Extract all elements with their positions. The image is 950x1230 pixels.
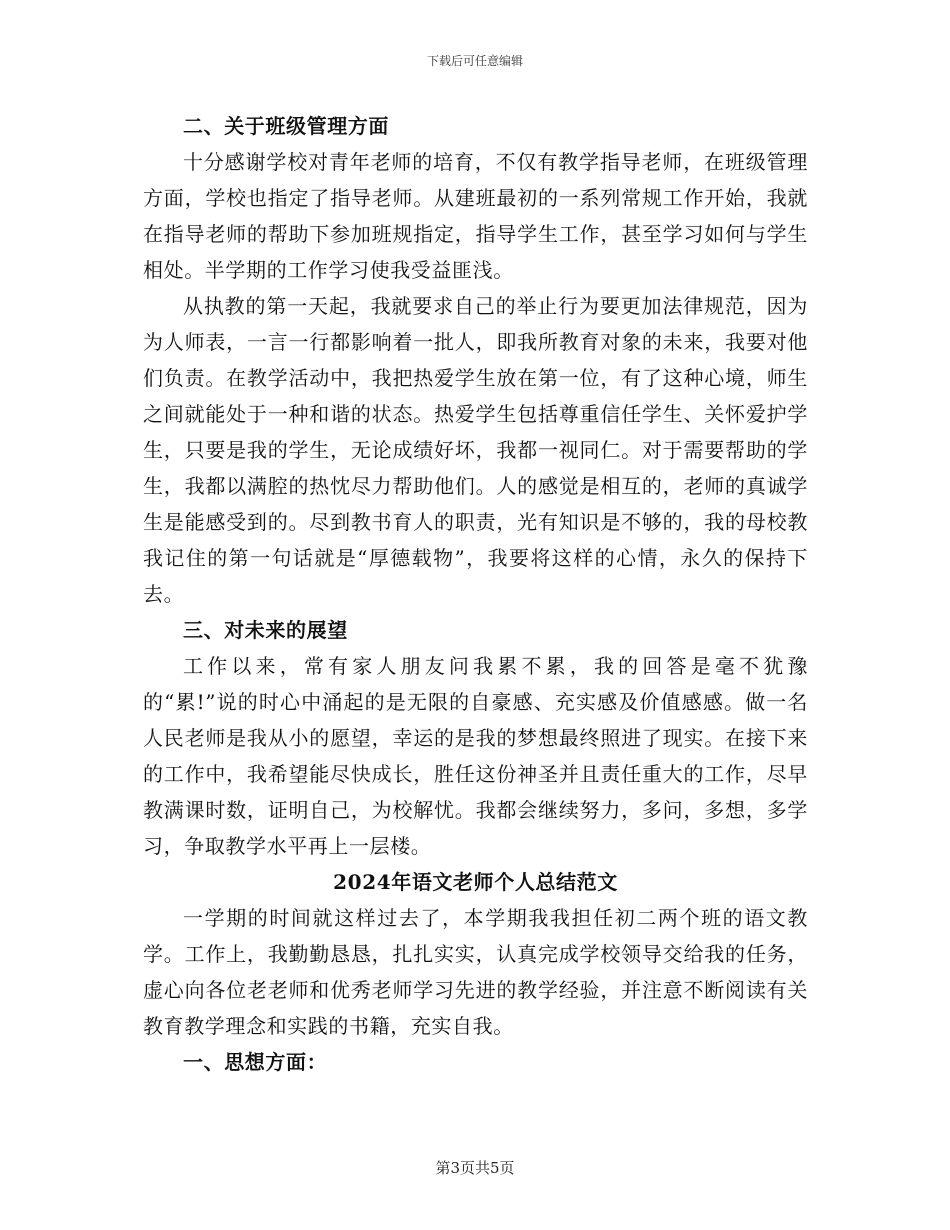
paragraph: 从执教的第一天起，我就要求自己的举止行为要更加法律规范，因为为人师表，一言一行都影响着一批人，即我所教育对象的未来，我要对他们负责。在教学活动中，我把热爱学生放在第一位，有了这种心境，师生之间就能处于一种和谐的状态。热爱学生包括尊重信任学生、关怀爱护学生，只要是我的学生，无论成绩好坏，我都一视同仁。对于需要帮助的学生，我都以满腔的热忱尽力帮助他们。人的感觉是相互的，老师的真诚学生是能感受到的。尽到教书育人的职责，光有知识是不够的，我的母校教我记住的第一句话就是“厚德载物”，我要将这样的心情，永久的保持下去。 [143, 294, 808, 606]
document-body [143, 108, 808, 1080]
page-number: 第3页共5页 [435, 1159, 515, 1177]
section-heading-future-outlook: 三、对未来的展望 [183, 618, 348, 642]
page-header: 下载后可任意编辑 [426, 54, 523, 68]
paragraph: 十分感谢学校对青年老师的培育，不仅有教学指导老师，在班级管理方面，学校也指定了指导老师。从建班最初的一系列常规工作开始，我就在指导老师的帮助下参加班规指定，指导学生工作，甚至学习如何与学生相处。半学期的工作学习使我受益匪浅。 [143, 150, 808, 282]
paragraph: 工作以来，常有家人朋友问我累不累，我的回答是毫不犹豫的“累!”说的时心中涌起的是无限的自豪感、充实感及价值感感。做一名人民老师是我从小的愿望，幸运的是我的梦想最终照进了现实。在接下来的工作中，我希望能尽快成长，胜任这份神圣并且责任重大的工作，尽早教满课时数，证明自己，为校解忧。我都会继续努力，多问，多想，多学习，争取教学水平再上一层楼。 [143, 654, 808, 858]
paragraph: 一学期的时间就这样过去了，本学期我我担任初二两个班的语文教学。工作上，我勤勤恳恳，扎扎实实，认真完成学校领导交给我的任务，虚心向各位老老师和优秀老师学习先进的教学经验，并注意不断阅读有关教育教学理念和实践的书籍，充实自我。 [143, 906, 808, 1038]
section-heading-class-management: 二、关于班级管理方面 [183, 114, 389, 138]
article-title: 2024年语文老师个人总结范文 [333, 870, 618, 894]
section-heading-ideology: 一、思想方面： [183, 1050, 328, 1074]
